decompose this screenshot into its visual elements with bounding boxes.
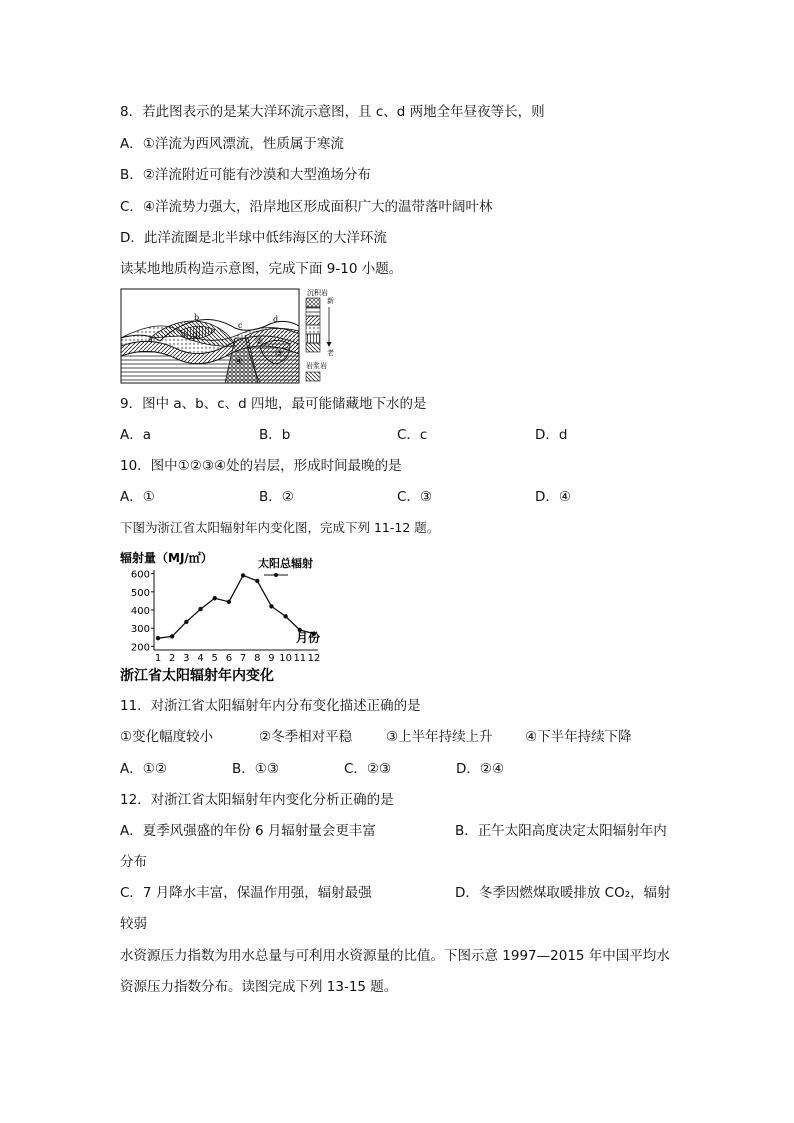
- q11-statement-2: ②冬季相对平稳: [259, 729, 353, 745]
- q8-option-c: C．④洋流势力强大，沿岸地区形成面积广大的温带落叶阔叶林: [120, 199, 493, 215]
- legend-old: 老: [327, 349, 334, 357]
- q12-stem: 12．对浙江省太阳辐射年内变化分析正确的是: [120, 792, 394, 808]
- q12-option-d-cont: 较弱: [120, 916, 147, 932]
- data-point: [255, 579, 259, 583]
- geo-label-b: b: [194, 313, 200, 322]
- q10-option-a: A．①: [120, 489, 155, 505]
- q9-option-b: B．b: [259, 427, 291, 443]
- q12-option-c: C．7 月降水丰富，保温作用强，辐射最强: [120, 885, 372, 901]
- intro-9-10: 读某地地质构造示意图，完成下面 9-10 小题。: [120, 261, 403, 277]
- x-tick-label: 6: [225, 653, 233, 664]
- data-point: [198, 607, 202, 611]
- x-tick-label: 4: [197, 653, 204, 664]
- q10-option-c: C．③: [397, 489, 433, 505]
- q11-stem: 11．对浙江省太阳辐射年内分布变化描述正确的是: [120, 698, 421, 714]
- q12-option-b: B．正午太阳高度决定太阳辐射年内: [455, 823, 667, 839]
- geo-num-3: ③: [275, 349, 284, 359]
- q11-statement-3: ③上半年持续上升: [386, 729, 493, 745]
- geo-num-1: ①: [192, 331, 201, 341]
- y-tick-label: 200: [130, 642, 150, 654]
- q11-option-c: C．②③: [344, 761, 392, 777]
- q8-stem: 8．若此图表示的是某大洋环流示意图，且 c、d 两地全年昼夜等长，则: [120, 104, 545, 120]
- q12-option-a: A．夏季风强盛的年份 6 月辐射量会更丰富: [120, 823, 376, 839]
- q9-stem: 9．图中 a、b、c、d 四地，最可能储藏地下水的是: [120, 396, 427, 412]
- y-tick-label: 300: [130, 624, 150, 636]
- q12-option-d: D．冬季因燃煤取暖排放 CO₂，辐射: [455, 885, 671, 901]
- x-tick-label: 12: [307, 653, 321, 664]
- intro-11-12: 下图为浙江省太阳辐射年内变化图，完成下列 11-12 题。: [120, 520, 440, 535]
- x-tick-label: 5: [211, 653, 218, 664]
- q11-statement-1: ①变化幅度较小: [120, 729, 214, 745]
- q9-option-a: A．a: [120, 427, 152, 443]
- y-tick-label: 600: [130, 569, 150, 581]
- data-point: [213, 596, 217, 600]
- geo-num-4: ④: [235, 357, 244, 367]
- x-tick-label: 8: [254, 653, 261, 664]
- chart-title: 浙江省太阳辐射年内变化: [120, 668, 274, 684]
- geo-num-2: ②: [255, 337, 264, 347]
- data-point: [170, 634, 174, 638]
- q11-statement-4: ④下半年持续下降: [525, 729, 632, 745]
- y-tick-label: 400: [130, 606, 150, 617]
- data-point: [269, 604, 273, 608]
- geo-label-c: c: [238, 321, 243, 330]
- q11-option-b: B．①③: [232, 761, 279, 777]
- geo-label-a: a: [148, 335, 153, 344]
- x-tick-label: 7: [239, 653, 247, 664]
- data-point: [184, 620, 188, 624]
- legend-title: 沉积岩: [307, 289, 328, 297]
- series-line: [158, 575, 314, 638]
- y-tick-label: 500: [130, 587, 150, 599]
- q12-option-b-cont: 分布: [120, 854, 147, 870]
- q9-option-c: C．c: [397, 427, 428, 443]
- q10-option-b: B．②: [259, 489, 294, 505]
- chart-xlabel: 月份: [296, 631, 321, 645]
- geology-diagram: [120, 286, 360, 390]
- q8-option-a: A．①洋流为西风漂流，性质属于寒流: [120, 136, 344, 152]
- x-tick-label: 3: [183, 653, 190, 664]
- q8-option-d: D．此洋流圈是北半球中低纬海区的大洋环流: [120, 230, 387, 246]
- chart-legend-label: 太阳总辐射: [258, 557, 313, 570]
- q9-option-d: D．d: [535, 427, 568, 443]
- data-point: [241, 573, 245, 577]
- x-tick-label: 11: [293, 653, 307, 664]
- q10-option-d: D．④: [535, 489, 571, 505]
- data-point: [227, 600, 231, 604]
- q11-option-a: A．①②: [120, 761, 167, 777]
- legend-magma: 岩浆岩: [306, 362, 327, 370]
- legend-new: 新: [327, 297, 334, 305]
- q11-option-d: D．②④: [456, 761, 505, 777]
- x-tick-label: 10: [279, 653, 293, 664]
- data-point: [283, 614, 287, 618]
- chart-ylabel: 辐射量（MJ/㎡）: [120, 551, 213, 565]
- data-point: [156, 636, 160, 640]
- intro-13-15-line2: 资源压力指数分布。读图完成下列 13-15 题。: [120, 979, 398, 995]
- x-tick-label: 2: [168, 653, 176, 664]
- q8-option-b: B．②洋流附近可能有沙漠和大型渔场分布: [120, 167, 371, 183]
- legend-marker: [274, 573, 278, 577]
- geo-label-d: d: [273, 315, 279, 324]
- intro-13-15-line1: 水资源压力指数为用水总量与可利用水资源量的比值。下图示意 1997—2015 年中国平均水: [120, 948, 670, 964]
- radiation-chart: [118, 548, 338, 690]
- x-tick-label: 1: [154, 653, 162, 664]
- x-tick-label: 9: [268, 653, 275, 664]
- q10-stem: 10．图中①②③④处的岩层，形成时间最晚的是: [120, 458, 402, 474]
